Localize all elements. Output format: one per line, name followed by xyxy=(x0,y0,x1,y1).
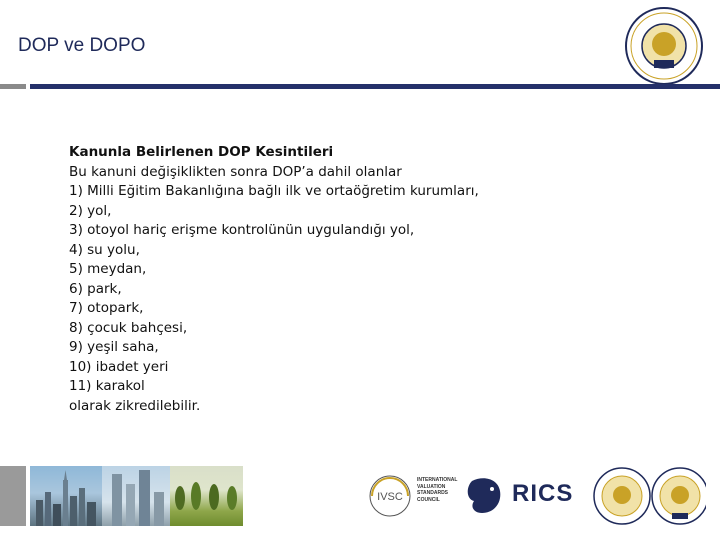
content-line: 4) su yolu, xyxy=(69,241,140,258)
towers-photo xyxy=(102,466,170,526)
ankara-university-seal-logo xyxy=(624,6,704,86)
rics-lion-icon xyxy=(468,478,501,513)
content-line: 2) yol, xyxy=(69,202,112,219)
content-heading: Kanunla Belirlenen DOP Kesintileri xyxy=(69,144,334,160)
content-line: 7) otopark, xyxy=(69,300,144,316)
content-line: 3) otoyol hariç erişme kontrolünün uygulandığı yol, xyxy=(69,222,415,238)
content-line: 1) Milli Eğitim Bakanlığına bağlı ilk ve ortaöğretim kurumları, xyxy=(69,183,479,199)
ivsc-council-name: INTERNATIONAL VALUATION STANDARDS COUNCIL xyxy=(417,477,458,503)
partner-seal-icon xyxy=(594,468,650,524)
content-line: 5) meydan, xyxy=(69,261,147,277)
content-list xyxy=(69,143,669,416)
ivsc-logo xyxy=(370,476,410,516)
content-line: 11) karakol xyxy=(69,378,145,394)
slide-title: DOP ve DOPO xyxy=(18,35,146,56)
rics-wordmark: RICS xyxy=(512,480,574,507)
content-line: 6) park, xyxy=(69,280,122,297)
ankara-university-seal-small-icon xyxy=(652,468,706,524)
footer-gray-bar xyxy=(0,466,26,526)
title-divider-navy xyxy=(30,84,720,89)
city-skyline-photo xyxy=(30,466,102,526)
park-landscape-photo xyxy=(170,466,243,526)
content-line: Bu kanuni değişiklikten sonra DOP’a dahil olanlar xyxy=(69,163,402,180)
content-line: 8) çocuk bahçesi, xyxy=(69,319,188,336)
footer-photo-strip xyxy=(30,466,243,526)
content-line: 9) yeşil saha, xyxy=(69,339,159,355)
content-line: olarak zikredilebilir. xyxy=(69,397,201,414)
content-line: 10) ibadet yeri xyxy=(69,358,169,375)
svg-text:IVSC: IVSC xyxy=(377,491,403,503)
title-divider-gray xyxy=(0,84,26,89)
